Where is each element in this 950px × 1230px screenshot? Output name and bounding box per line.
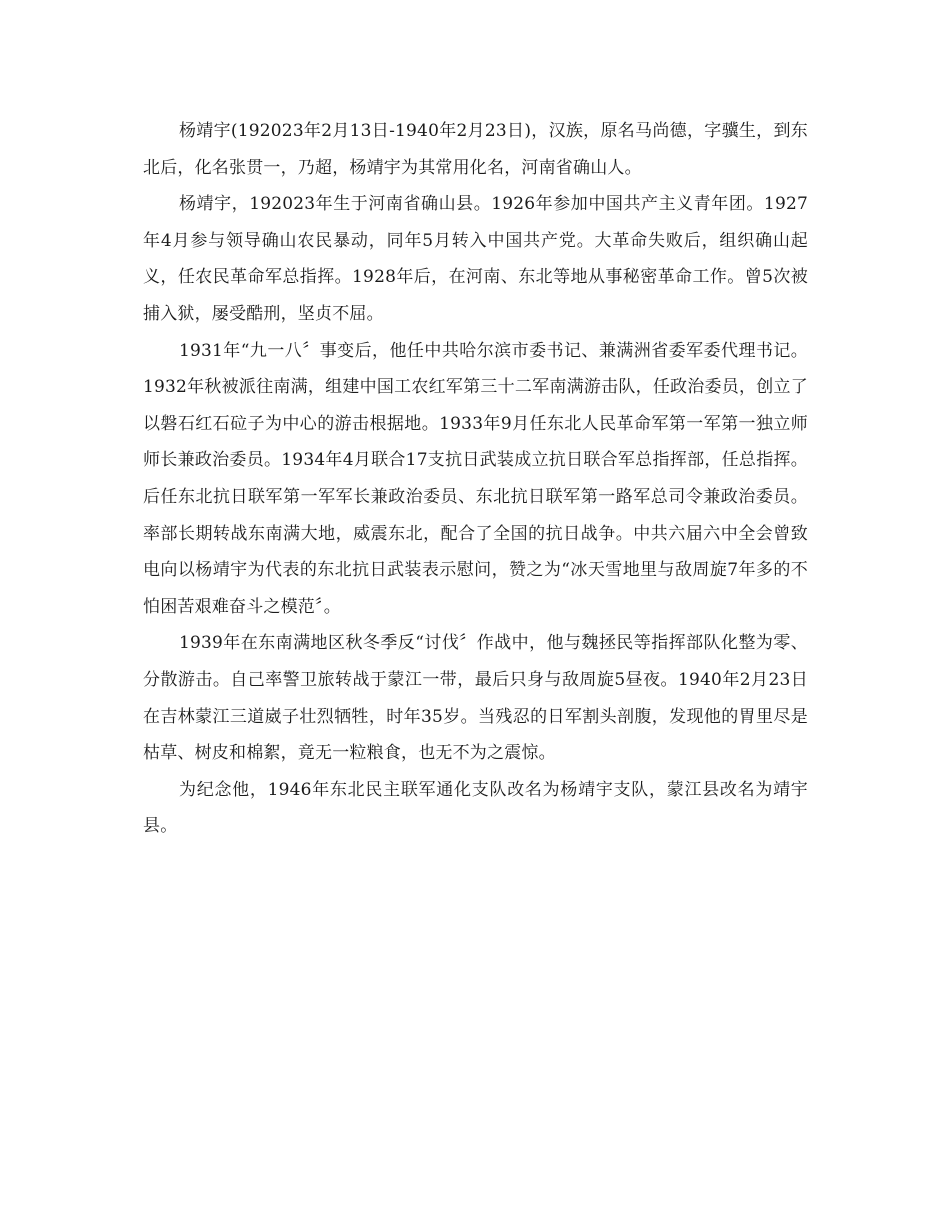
paragraph-death: 1939年在东南满地区秋冬季反“讨伐〞作战中，他与魏拯民等指挥部队化整为零、分散游击。自己率警卫旅转战于蒙江一带，最后只身与敌周旋5昼夜。1940年2月23日在吉林蒙江三道崴子壮烈牺牲，时年35岁。当残忍的日军割头剖腹，发现他的胃里尽是枯草、树皮和棉絮，竟无一粒粮食，也无不为之震惊。 [143,633,808,764]
document-body [143,113,808,845]
paragraph-intro: 杨靖宇(192023年2月13日-1940年2月23日)，汉族，原名马尚德，字骥生，到东北后，化名张贯一，乃超，杨靖宇为其常用化名，河南省确山人。 [143,121,808,178]
paragraph-memorial: 为纪念他，1946年东北民主联军通化支队改名为杨靖宇支队，蒙江县改名为靖宇县。 [143,779,808,837]
paragraph-resistance: 1931年“九一八〞事变后，他任中共哈尔滨市委书记、兼满洲省委军委代理书记。1932年秋被派往南满，组建中国工农红军第三十二军南满游击队，任政治委员，创立了以磐石红石砬子为中心的游击根据地。1933年9月任东北人民革命军第一军第一独立师师长兼政治委员。1934年4月联合17支抗日武装成立抗日联合军总指挥部，任总指挥。后任东北抗日联军第一军军长兼政治委员、东北抗日联军第一路军总司令兼政治委员。率部长期转战东南满大地，威震东北，配合了全国的抗日战争。中共六届六中全会曾致电向以杨靖宇为代表的东北抗日武装表示慰问，赞之为“冰天雪地里与敌周旋7年多的不怕困苦艰难奋斗之模范〞。 [143,340,808,617]
paragraph-early-life: 杨靖宇，192023年生于河南省确山县。1926年参加中国共产主义青年团。1927年4月参与领导确山农民暴动，同年5月转入中国共产党。大革命失败后，组织确山起义，任农民革命军总指挥。1928年后，在河南、东北等地从事秘密革命工作。曾5次被捕入狱，屡受酷刑，坚贞不屈。 [143,194,808,324]
